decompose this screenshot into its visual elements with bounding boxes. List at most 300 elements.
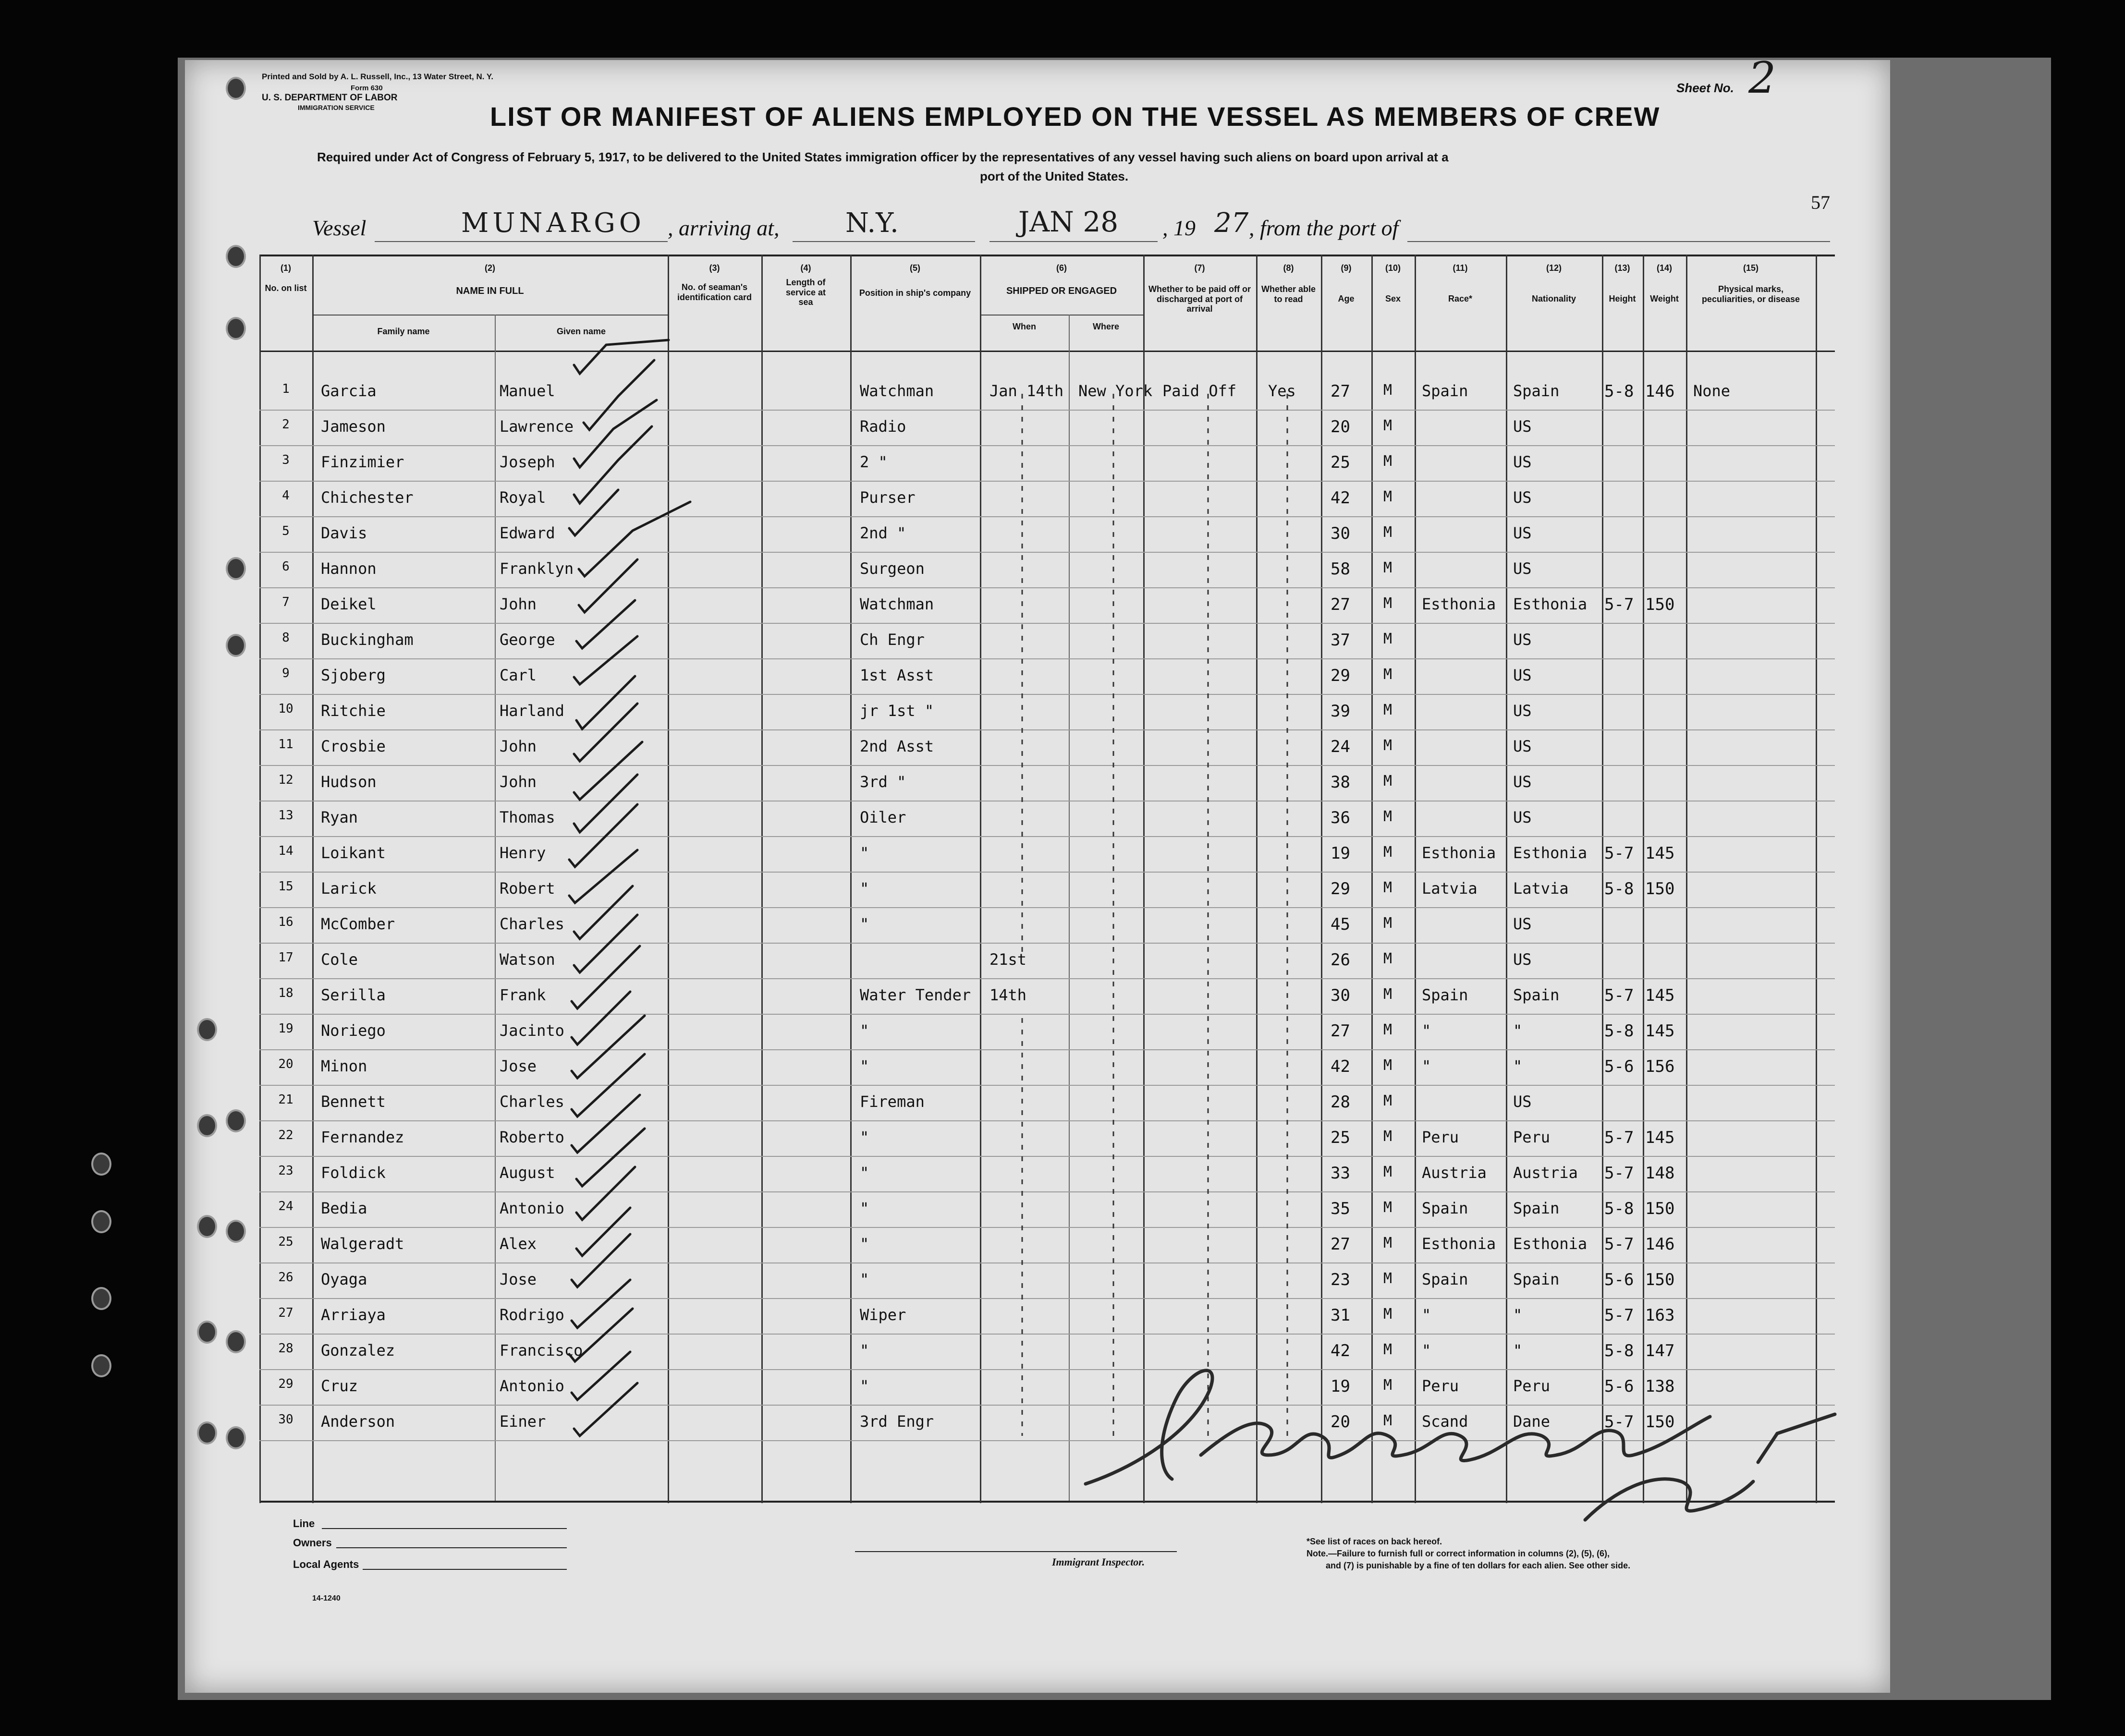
cell-sex: M — [1383, 524, 1392, 541]
cell-no: 20 — [278, 1057, 293, 1071]
col-1-header: No. on list — [265, 283, 307, 293]
cell-no: 6 — [282, 559, 290, 574]
cell-given: Rodrigo — [500, 1306, 564, 1324]
cell-no: 28 — [278, 1341, 293, 1356]
year-prefix: , 19 — [1162, 216, 1196, 240]
col-13-header: Height — [1609, 294, 1636, 303]
col-11-number: (11) — [1453, 263, 1468, 273]
cell-weight: 145 — [1645, 1021, 1675, 1041]
cell-family: Serilla — [321, 986, 386, 1004]
sheet-label: Sheet No. — [1676, 81, 1734, 95]
cell-no: 14 — [278, 844, 293, 858]
cell-race: " — [1422, 1306, 1431, 1324]
cell-position: Watchman — [860, 595, 934, 613]
from-port-label: , from the port of — [1249, 216, 1399, 240]
cell-position: " — [860, 1164, 869, 1182]
cell-sex: M — [1383, 702, 1392, 718]
cell-family: Bedia — [321, 1199, 367, 1217]
col-11-header: Race* — [1448, 294, 1473, 303]
cell-race: " — [1422, 1341, 1431, 1360]
cell-no: 30 — [278, 1412, 293, 1427]
document-title: LIST OR MANIFEST OF ALIENS EMPLOYED ON THE VESSEL AS MEMBERS OF CREW — [490, 101, 1661, 132]
col-4-header: Length of service at sea — [785, 278, 826, 307]
cell-given: Joseph — [500, 453, 555, 471]
cell-race: Peru — [1422, 1377, 1459, 1395]
given-name-header: Given name — [556, 327, 606, 336]
cell-family: McComber — [321, 915, 395, 933]
col-13-number: (13) — [1614, 263, 1630, 273]
cell-position: " — [860, 1021, 869, 1040]
cell-when: Jan 14th — [989, 382, 1064, 400]
cell-given: Royal — [500, 488, 546, 507]
cell-position: Watchman — [860, 382, 934, 400]
cell-no: 21 — [278, 1093, 293, 1107]
cell-age: 25 — [1331, 453, 1350, 472]
cell-position: " — [860, 1270, 869, 1288]
cell-sex: M — [1383, 595, 1392, 612]
cell-age: 20 — [1331, 1412, 1350, 1432]
cell-no: 9 — [282, 666, 290, 680]
cell-sex: M — [1383, 1128, 1392, 1145]
cell-position: Ch Engr — [860, 631, 925, 649]
cell-nat: US — [1513, 808, 1532, 826]
col-5-number: (5) — [910, 263, 920, 273]
cell-given: Francisco — [500, 1341, 583, 1360]
col-5-header: Position in ship's company — [859, 288, 971, 298]
department-name: U. S. DEPARTMENT OF LABOR — [262, 93, 398, 103]
cell-no: 1 — [282, 382, 290, 396]
cell-family: Ritchie — [321, 702, 386, 720]
col-8-number: (8) — [1283, 263, 1294, 273]
cell-nat: Spain — [1513, 986, 1560, 1004]
cell-given: Franklyn — [500, 559, 574, 578]
cell-position: " — [860, 1235, 869, 1253]
cell-given: Frank — [500, 986, 546, 1004]
cell-no: 8 — [282, 631, 290, 645]
arrival-port: N.Y. — [845, 207, 899, 239]
col-4-number: (4) — [800, 263, 811, 273]
form-number: Form 630 — [351, 84, 383, 92]
cell-when: 14th — [989, 986, 1027, 1004]
cell-no: 12 — [278, 773, 293, 787]
cell-family: Chichester — [321, 488, 414, 507]
local-agents-label: Local Agents — [293, 1558, 359, 1570]
cell-marks: None — [1693, 382, 1731, 400]
cell-age: 24 — [1331, 737, 1350, 756]
cell-no: 22 — [278, 1128, 293, 1142]
cell-family: Davis — [321, 524, 367, 542]
cell-nat: US — [1513, 915, 1532, 933]
cell-no: 26 — [278, 1270, 293, 1285]
service-name: IMMIGRATION SERVICE — [298, 104, 375, 111]
cell-sex: M — [1383, 1306, 1392, 1323]
cell-sex: M — [1383, 631, 1392, 647]
line-rule — [322, 1528, 567, 1529]
cell-no: 5 — [282, 524, 290, 538]
when-header: When — [1013, 322, 1036, 331]
col-1-number: (1) — [281, 263, 291, 273]
cell-weight: 145 — [1645, 1128, 1675, 1147]
cell-when: 21st — [989, 950, 1027, 969]
cell-age: 19 — [1331, 1377, 1350, 1396]
cell-age: 25 — [1331, 1128, 1350, 1147]
cell-position: Fireman — [860, 1093, 925, 1111]
cell-age: 33 — [1331, 1164, 1350, 1183]
cell-height: 5-8 — [1604, 1021, 1634, 1041]
cell-sex: M — [1383, 1199, 1392, 1216]
cell-nat: Spain — [1513, 1199, 1560, 1217]
cell-paid: Paid Off — [1162, 382, 1237, 400]
subtitle-line-2: port of the United States. — [980, 169, 1129, 183]
cell-where: New York — [1078, 382, 1153, 400]
cell-sex: M — [1383, 1021, 1392, 1038]
cell-position: " — [860, 1128, 869, 1146]
races-note: *See list of races on back hereof. — [1307, 1537, 1442, 1546]
cell-nat: " — [1513, 1021, 1523, 1040]
cell-nat: Esthonia — [1513, 844, 1588, 862]
cell-nat: Spain — [1513, 1270, 1560, 1288]
cell-position: jr 1st " — [860, 702, 934, 720]
cell-position: 3rd " — [860, 773, 906, 791]
cell-given: Antonio — [500, 1377, 564, 1395]
col-7-number: (7) — [1194, 263, 1205, 273]
cell-age: 39 — [1331, 702, 1350, 721]
cell-age: 45 — [1331, 915, 1350, 934]
cell-nat: " — [1513, 1057, 1523, 1075]
cell-no: 18 — [278, 986, 293, 1000]
cell-height: 5-7 — [1604, 844, 1634, 863]
cell-age: 29 — [1331, 879, 1350, 898]
arriving-label: , arriving at, — [668, 216, 780, 240]
cell-age: 19 — [1331, 844, 1350, 863]
cell-given: Charles — [500, 915, 564, 933]
cell-given: Alex — [500, 1235, 537, 1253]
cell-family: Hannon — [321, 559, 377, 578]
cell-height: 5-8 — [1604, 879, 1634, 898]
cell-race: Spain — [1422, 1199, 1468, 1217]
cell-family: Arriaya — [321, 1306, 386, 1324]
cell-nat: US — [1513, 524, 1532, 542]
cell-nat: Latvia — [1513, 879, 1569, 898]
cell-age: 38 — [1331, 773, 1350, 792]
cell-race: Spain — [1422, 986, 1468, 1004]
col-15-number: (15) — [1743, 263, 1759, 273]
cell-no: 4 — [282, 488, 290, 503]
cell-race: Peru — [1422, 1128, 1459, 1146]
inspector-label: Immigrant Inspector. — [1052, 1556, 1145, 1568]
cell-height: 5-7 — [1604, 1164, 1634, 1183]
col-3-header: No. of seaman's identification card — [677, 282, 752, 302]
agents-rule — [363, 1569, 567, 1570]
cell-nat: US — [1513, 417, 1532, 436]
col-12-number: (12) — [1546, 263, 1562, 273]
cell-given: John — [500, 773, 537, 791]
cell-given: Lawrence — [500, 417, 574, 436]
cell-sex: M — [1383, 666, 1392, 683]
cell-race: Scand — [1422, 1412, 1468, 1431]
cell-nat: US — [1513, 666, 1532, 684]
cell-position: " — [860, 915, 869, 933]
cell-given: George — [500, 631, 555, 649]
cell-height: 5-7 — [1604, 1235, 1634, 1254]
cell-sex: M — [1383, 382, 1392, 399]
cell-no: 19 — [278, 1021, 293, 1036]
owners-label: Owners — [293, 1537, 332, 1549]
cell-family: Minon — [321, 1057, 367, 1075]
cell-sex: M — [1383, 1270, 1392, 1287]
cell-age: 29 — [1331, 666, 1350, 685]
cell-read: Yes — [1268, 382, 1296, 400]
cell-position: Oiler — [860, 808, 906, 826]
col-15-header: Physical marks, peculiarities, or disease — [1701, 284, 1800, 304]
col-10-header: Sex — [1385, 294, 1401, 303]
cell-age: 37 — [1331, 631, 1350, 650]
cell-weight: 148 — [1645, 1164, 1675, 1183]
cell-race: Latvia — [1422, 879, 1478, 898]
cell-no: 13 — [278, 808, 293, 823]
cell-nat: US — [1513, 1093, 1532, 1111]
cell-family: Bennett — [321, 1093, 386, 1111]
cell-position: Wiper — [860, 1306, 906, 1324]
cell-given: Thomas — [500, 808, 555, 826]
col-9-number: (9) — [1341, 263, 1352, 273]
cell-age: 42 — [1331, 1341, 1350, 1360]
cell-position: Surgeon — [860, 559, 925, 578]
cell-age: 26 — [1331, 950, 1350, 970]
cell-nat: Esthonia — [1513, 1235, 1588, 1253]
cell-family: Crosbie — [321, 737, 386, 755]
cell-position: 3rd Engr — [860, 1412, 934, 1431]
cell-weight: 147 — [1645, 1341, 1675, 1360]
cell-sex: M — [1383, 1093, 1392, 1109]
cell-position: 1st Asst — [860, 666, 934, 684]
inspector-title — [1633, 1489, 1657, 1500]
cell-sex: M — [1383, 1164, 1392, 1180]
cell-age: 27 — [1331, 1235, 1350, 1254]
cell-sex: M — [1383, 915, 1392, 932]
cell-family: Hudson — [321, 773, 377, 791]
cell-nat: US — [1513, 737, 1532, 755]
subtitle-line-1: Required under Act of Congress of February 5, 1917, to be delivered to the United States immigration officer by the representatives of any vessel having such aliens on board upon arrival at a — [317, 150, 1449, 164]
col-6-header: SHIPPED OR ENGAGED — [1006, 286, 1117, 296]
cell-no: 3 — [282, 453, 290, 467]
cell-height: 5-7 — [1604, 1306, 1634, 1325]
cell-position: " — [860, 1057, 869, 1075]
cell-sex: M — [1383, 808, 1392, 825]
cell-age: 27 — [1331, 382, 1350, 401]
cell-race: " — [1422, 1057, 1431, 1075]
cell-family: Walgeradt — [321, 1235, 404, 1253]
cell-no: 17 — [278, 950, 293, 965]
cell-height: 5-7 — [1604, 1412, 1634, 1432]
cell-no: 27 — [278, 1306, 293, 1320]
cell-nat: Peru — [1513, 1128, 1551, 1146]
line-label: Line — [293, 1517, 315, 1530]
cell-height: 5-7 — [1604, 986, 1634, 1005]
cell-nat: " — [1513, 1306, 1523, 1324]
cell-nat: Esthonia — [1513, 595, 1588, 613]
cell-given: Robert — [500, 879, 555, 898]
cell-family: Fernandez — [321, 1128, 404, 1146]
form-code: 14-1240 — [312, 1594, 341, 1602]
owners-rule — [336, 1547, 567, 1548]
cell-race: Esthonia — [1422, 595, 1496, 613]
cell-family: Foldick — [321, 1164, 386, 1182]
cell-position: " — [860, 1377, 869, 1395]
cell-no: 11 — [278, 737, 293, 752]
cell-height: 5-8 — [1604, 1341, 1634, 1360]
cell-sex: M — [1383, 986, 1392, 1003]
cell-age: 20 — [1331, 417, 1350, 437]
cell-given: Roberto — [500, 1128, 564, 1146]
cell-nat: US — [1513, 950, 1532, 969]
cell-sex: M — [1383, 737, 1392, 754]
cell-sex: M — [1383, 1377, 1392, 1394]
col-14-number: (14) — [1656, 263, 1672, 273]
cell-age: 35 — [1331, 1199, 1350, 1218]
cell-age: 27 — [1331, 1021, 1350, 1041]
cell-age: 28 — [1331, 1093, 1350, 1112]
cell-family: Garcia — [321, 382, 377, 400]
cell-age: 23 — [1331, 1270, 1350, 1289]
cell-family: Finzimier — [321, 453, 404, 471]
cell-weight: 150 — [1645, 879, 1675, 898]
cell-family: Jameson — [321, 417, 386, 436]
cell-nat: Austria — [1513, 1164, 1578, 1182]
cell-position: " — [860, 879, 869, 898]
cell-sex: M — [1383, 1057, 1392, 1074]
col-14-header: Weight — [1650, 294, 1679, 303]
cell-family: Oyaga — [321, 1270, 367, 1288]
cell-sex: M — [1383, 417, 1392, 434]
vessel-name: MUNARGO — [461, 207, 645, 239]
cell-weight: 145 — [1645, 844, 1675, 863]
cell-family: Anderson — [321, 1412, 395, 1431]
penalty-note-1: Note.—Failure to furnish full or correct information in columns (2), (5), (6), — [1307, 1549, 1610, 1558]
cell-family: Buckingham — [321, 631, 414, 649]
cell-nat: Dane — [1513, 1412, 1551, 1431]
cell-family: Sjoberg — [321, 666, 386, 684]
cell-position: Radio — [860, 417, 906, 436]
cell-race: Esthonia — [1422, 844, 1496, 862]
cell-given: Jose — [500, 1270, 537, 1288]
cell-height: 5-8 — [1604, 382, 1634, 401]
cell-race: Esthonia — [1422, 1235, 1496, 1253]
cell-no: 15 — [278, 879, 293, 894]
cell-given: John — [500, 737, 537, 755]
cell-nat: US — [1513, 773, 1532, 791]
cell-height: 5-6 — [1604, 1057, 1634, 1076]
cell-weight: 146 — [1645, 382, 1675, 401]
arrival-year: 27 — [1214, 207, 1249, 239]
col-10-number: (10) — [1385, 263, 1401, 273]
cell-sex: M — [1383, 773, 1392, 789]
cell-age: 36 — [1331, 808, 1350, 827]
cell-weight: 146 — [1645, 1235, 1675, 1254]
cell-age: 30 — [1331, 986, 1350, 1005]
cell-age: 42 — [1331, 488, 1350, 508]
cell-weight: 150 — [1645, 1199, 1675, 1218]
page-number: 57 — [1811, 192, 1830, 213]
inspector-rule — [855, 1551, 1177, 1552]
cell-position: Water Tender — [860, 986, 971, 1004]
col-7-header: Whether to be paid off or discharged at port of arrival — [1148, 284, 1251, 314]
cell-weight: 150 — [1645, 595, 1675, 614]
col-3-number: (3) — [709, 263, 720, 273]
cell-sex: M — [1383, 1412, 1392, 1429]
cell-height: 5-7 — [1604, 595, 1634, 614]
cell-no: 25 — [278, 1235, 293, 1249]
cell-no: 16 — [278, 915, 293, 929]
cell-height: 5-6 — [1604, 1377, 1634, 1396]
cell-family: Deikel — [321, 595, 377, 613]
cell-sex: M — [1383, 1235, 1392, 1251]
cell-given: Jacinto — [500, 1021, 564, 1040]
cell-given: Jose — [500, 1057, 537, 1075]
cell-given: Einer — [500, 1412, 546, 1431]
cell-nat: US — [1513, 559, 1532, 578]
col-12-header: Nationality — [1531, 294, 1576, 303]
cell-weight: 138 — [1645, 1377, 1675, 1396]
cell-age: 42 — [1331, 1057, 1350, 1076]
cell-nat: US — [1513, 631, 1532, 649]
arrival-date: JAN 28 — [1018, 206, 1119, 238]
cell-weight: 150 — [1645, 1412, 1675, 1432]
cell-nat: US — [1513, 702, 1532, 720]
cell-position: 2nd Asst — [860, 737, 934, 755]
cell-given: Harland — [500, 702, 564, 720]
cell-no: 24 — [278, 1199, 293, 1214]
where-header: Where — [1092, 322, 1119, 331]
cell-age: 31 — [1331, 1306, 1350, 1325]
printer-credit: Printed and Sold by A. L. Russell, Inc., 13 Water Street, N. Y. — [262, 72, 494, 81]
cell-weight: 156 — [1645, 1057, 1675, 1076]
cell-height: 5-6 — [1604, 1270, 1634, 1289]
cell-sex: M — [1383, 559, 1392, 576]
cell-given: August — [500, 1164, 555, 1182]
cell-family: Cruz — [321, 1377, 358, 1395]
cell-weight: 150 — [1645, 1270, 1675, 1289]
cell-position: " — [860, 844, 869, 862]
cell-nat: US — [1513, 453, 1532, 471]
cell-sex: M — [1383, 950, 1392, 967]
cell-weight: 145 — [1645, 986, 1675, 1005]
cell-age: 27 — [1331, 595, 1350, 614]
cell-no: 10 — [278, 702, 293, 716]
cell-position: 2nd " — [860, 524, 906, 542]
vessel-label: Vessel — [312, 216, 366, 240]
family-name-header: Family name — [377, 327, 430, 336]
cell-weight: 163 — [1645, 1306, 1675, 1325]
cell-given: Henry — [500, 844, 546, 862]
cell-height: 5-7 — [1604, 1128, 1634, 1147]
inspector-signature — [1297, 1417, 1381, 1428]
cell-no: 2 — [282, 417, 290, 432]
cell-nat: Spain — [1513, 382, 1560, 400]
cell-given: John — [500, 595, 537, 613]
cell-position: " — [860, 1341, 869, 1360]
sheet-number: 2 — [1748, 53, 1776, 103]
cell-position: Purser — [860, 488, 916, 507]
col-2-header: NAME IN FULL — [456, 286, 524, 296]
cell-race: " — [1422, 1021, 1431, 1040]
cell-given: Antonio — [500, 1199, 564, 1217]
cell-position: " — [860, 1199, 869, 1217]
cell-given: Carl — [500, 666, 537, 684]
cell-nat: " — [1513, 1341, 1523, 1360]
cell-race: Spain — [1422, 1270, 1468, 1288]
cell-age: 30 — [1331, 524, 1350, 543]
